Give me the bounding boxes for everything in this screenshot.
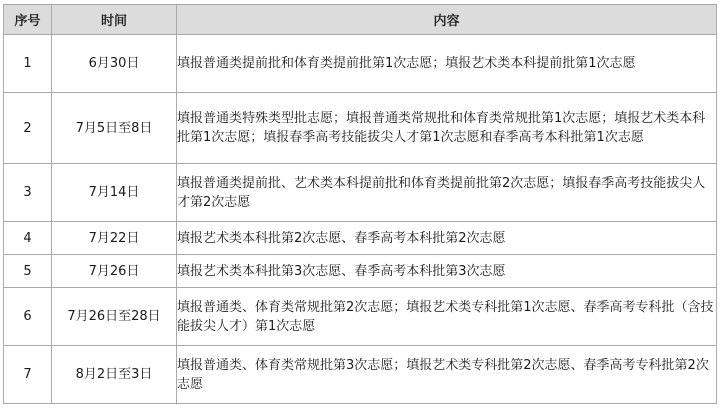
time-cell: 7月5日至8日 <box>52 93 177 164</box>
seq-cell: 1 <box>4 35 52 93</box>
content-cell: 填报普通类特殊类型批志愿；填报普通类常规批和体育类常规批第1次志愿；填报艺术类本科批第1次志愿；填报春季高考技能拔尖人才第1次志愿和春季高考本科批第1次志愿 <box>177 93 717 164</box>
seq-cell: 2 <box>4 93 52 164</box>
header-content: 内容 <box>177 5 717 35</box>
seq-cell: 7 <box>4 346 52 404</box>
admission-schedule-table <box>3 4 717 404</box>
time-cell: 7月26日至28日 <box>52 288 177 346</box>
seq-cell: 6 <box>4 288 52 346</box>
header-seq: 序号 <box>4 5 52 35</box>
table-row <box>4 288 717 346</box>
time-cell: 7月14日 <box>52 164 177 222</box>
time-cell: 8月2日至3日 <box>52 346 177 404</box>
header-time: 时间 <box>52 5 177 35</box>
content-cell: 填报艺术类本科批第3次志愿、春季高考本科批第3次志愿 <box>177 255 717 288</box>
seq-cell: 3 <box>4 164 52 222</box>
header-row <box>4 5 717 35</box>
time-cell: 7月26日 <box>52 255 177 288</box>
table-row <box>4 164 717 222</box>
table-row <box>4 93 717 164</box>
time-cell: 6月30日 <box>52 35 177 93</box>
table-row <box>4 255 717 288</box>
content-cell: 填报普通类提前批和体育类提前批第1次志愿；填报艺术类本科提前批第1次志愿 <box>177 35 717 93</box>
seq-cell: 5 <box>4 255 52 288</box>
table-row <box>4 222 717 255</box>
content-cell: 填报普通类、体育类常规批第2次志愿；填报艺术类专科批第1次志愿、春季高考专科批（含技能拔尖人才）第1次志愿 <box>177 288 717 346</box>
table-row <box>4 346 717 404</box>
content-cell: 填报艺术类本科批第2次志愿、春季高考本科批第2次志愿 <box>177 222 717 255</box>
content-cell: 填报普通类、体育类常规批第3次志愿；填报艺术类专科批第2次志愿、春季高考专科批第2次志愿 <box>177 346 717 404</box>
content-cell: 填报普通类提前批、艺术类本科提前批和体育类提前批第2次志愿；填报春季高考技能拔尖人才第2次志愿 <box>177 164 717 222</box>
table-row <box>4 35 717 93</box>
seq-cell: 4 <box>4 222 52 255</box>
time-cell: 7月22日 <box>52 222 177 255</box>
